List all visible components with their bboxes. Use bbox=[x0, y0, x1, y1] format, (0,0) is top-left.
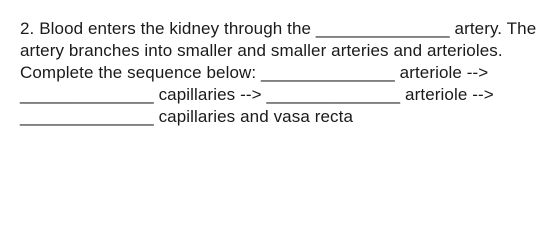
question-line-3: Complete the sequence below: ______________ arteriole --> bbox=[20, 63, 489, 82]
question-text bbox=[20, 18, 550, 128]
question-line-5: ______________ capillaries and vasa recta bbox=[20, 107, 354, 126]
question-line-1: 2. Blood enters the kidney through the ______________ artery. The bbox=[20, 19, 537, 38]
question-line-2: artery branches into smaller and smaller arteries and arterioles. bbox=[20, 41, 503, 60]
question-line-4: ______________ capillaries --> ______________ arteriole --> bbox=[20, 85, 494, 104]
